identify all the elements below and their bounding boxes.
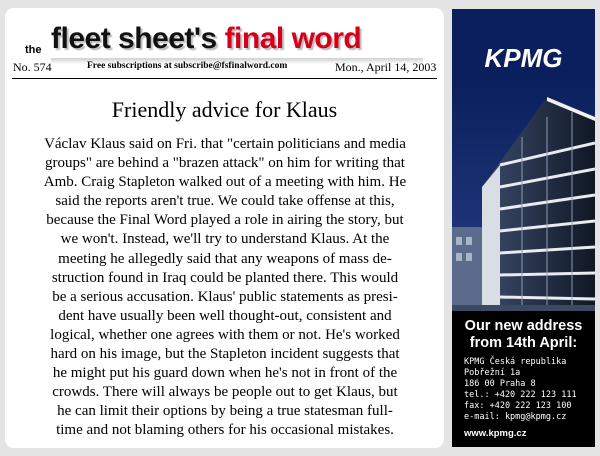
- article-body: [9, 135, 441, 441]
- article-line: Václav Klaus said on Fri. that "certain politicians and media: [44, 136, 406, 152]
- article-line: he can limit their options by being a true statesman full-: [57, 403, 393, 420]
- ad-address-line: fax: +420 222 123 100: [464, 401, 572, 411]
- masthead: [5, 22, 444, 62]
- ad-address-line: Pobřežní 1a: [464, 368, 521, 378]
- article-line: time and not blaming others for his occasional mistakes.: [56, 422, 394, 439]
- article-line: groups" are behind a "brazen attack" on him for writing that: [45, 155, 405, 172]
- ad-headline: [452, 318, 595, 352]
- issue-date: Mon., April 14, 2003: [335, 60, 437, 74]
- ad-headline-line: from 14th April:: [469, 335, 578, 351]
- ad-headline-line: Our new address: [464, 318, 583, 334]
- article-line: because the Final Word played a role in airing the story, but: [46, 212, 404, 229]
- article-line: we won't. Instead, we'll try to understand Klaus. At the: [60, 231, 390, 248]
- masthead-title-red: final word: [224, 22, 362, 55]
- ad-address: [464, 357, 577, 423]
- kpmg-logo: KPMG: [484, 43, 563, 73]
- masthead-title-black: fleet sheet's: [51, 22, 217, 55]
- newsletter-card: [5, 8, 444, 448]
- ad-address-line: KPMG Česká republika: [464, 357, 567, 367]
- article-line: crowds. There will always be people out to get Klaus, but: [52, 384, 398, 401]
- office-building-photo: [452, 77, 595, 317]
- ad-info-panel: [452, 311, 595, 447]
- article-line: meeting he allegedly said that any weapons of mass de-: [58, 250, 392, 267]
- masthead-the: the: [25, 44, 42, 56]
- kpmg-ad-banner[interactable]: [452, 9, 595, 447]
- article-line: Amb. Craig Stapleton walked out of a meeting with him. He: [43, 174, 407, 191]
- article-line: be a serious accusation. Klaus' public statements as presi-: [52, 288, 398, 305]
- ad-address-line: tel.: +420 222 123 111: [464, 390, 577, 400]
- article-headline: Friendly advice for Klaus: [111, 97, 338, 122]
- ad-address-line: e-mail: kpmg@kpmg.cz: [464, 412, 567, 422]
- header-divider: [12, 78, 437, 79]
- issue-meta-row: [5, 60, 444, 78]
- article-line: logical, whether one agrees with them or not. He's worked: [50, 326, 400, 343]
- article-line: dent have usually been well thought-out, consistent and: [58, 307, 392, 324]
- article-line: hard on his image, but the Stapleton incident suggests that: [50, 346, 400, 363]
- subscribe-link[interactable]: Free subscriptions at subscribe@fsfinalword.com: [87, 61, 288, 71]
- masthead-title: [51, 22, 361, 56]
- ad-website-link[interactable]: www.kpmg.cz: [464, 428, 527, 439]
- article-line: he might put his guard down when he's not in front of the: [52, 365, 398, 382]
- article-line: struction found in Iraq could be planted there. This would: [51, 269, 399, 286]
- issue-number: No. 574: [13, 60, 52, 74]
- ad-address-line: 186 00 Praha 8: [464, 379, 536, 389]
- article-line: said the reports aren't true. We could take offense at this,: [55, 193, 395, 210]
